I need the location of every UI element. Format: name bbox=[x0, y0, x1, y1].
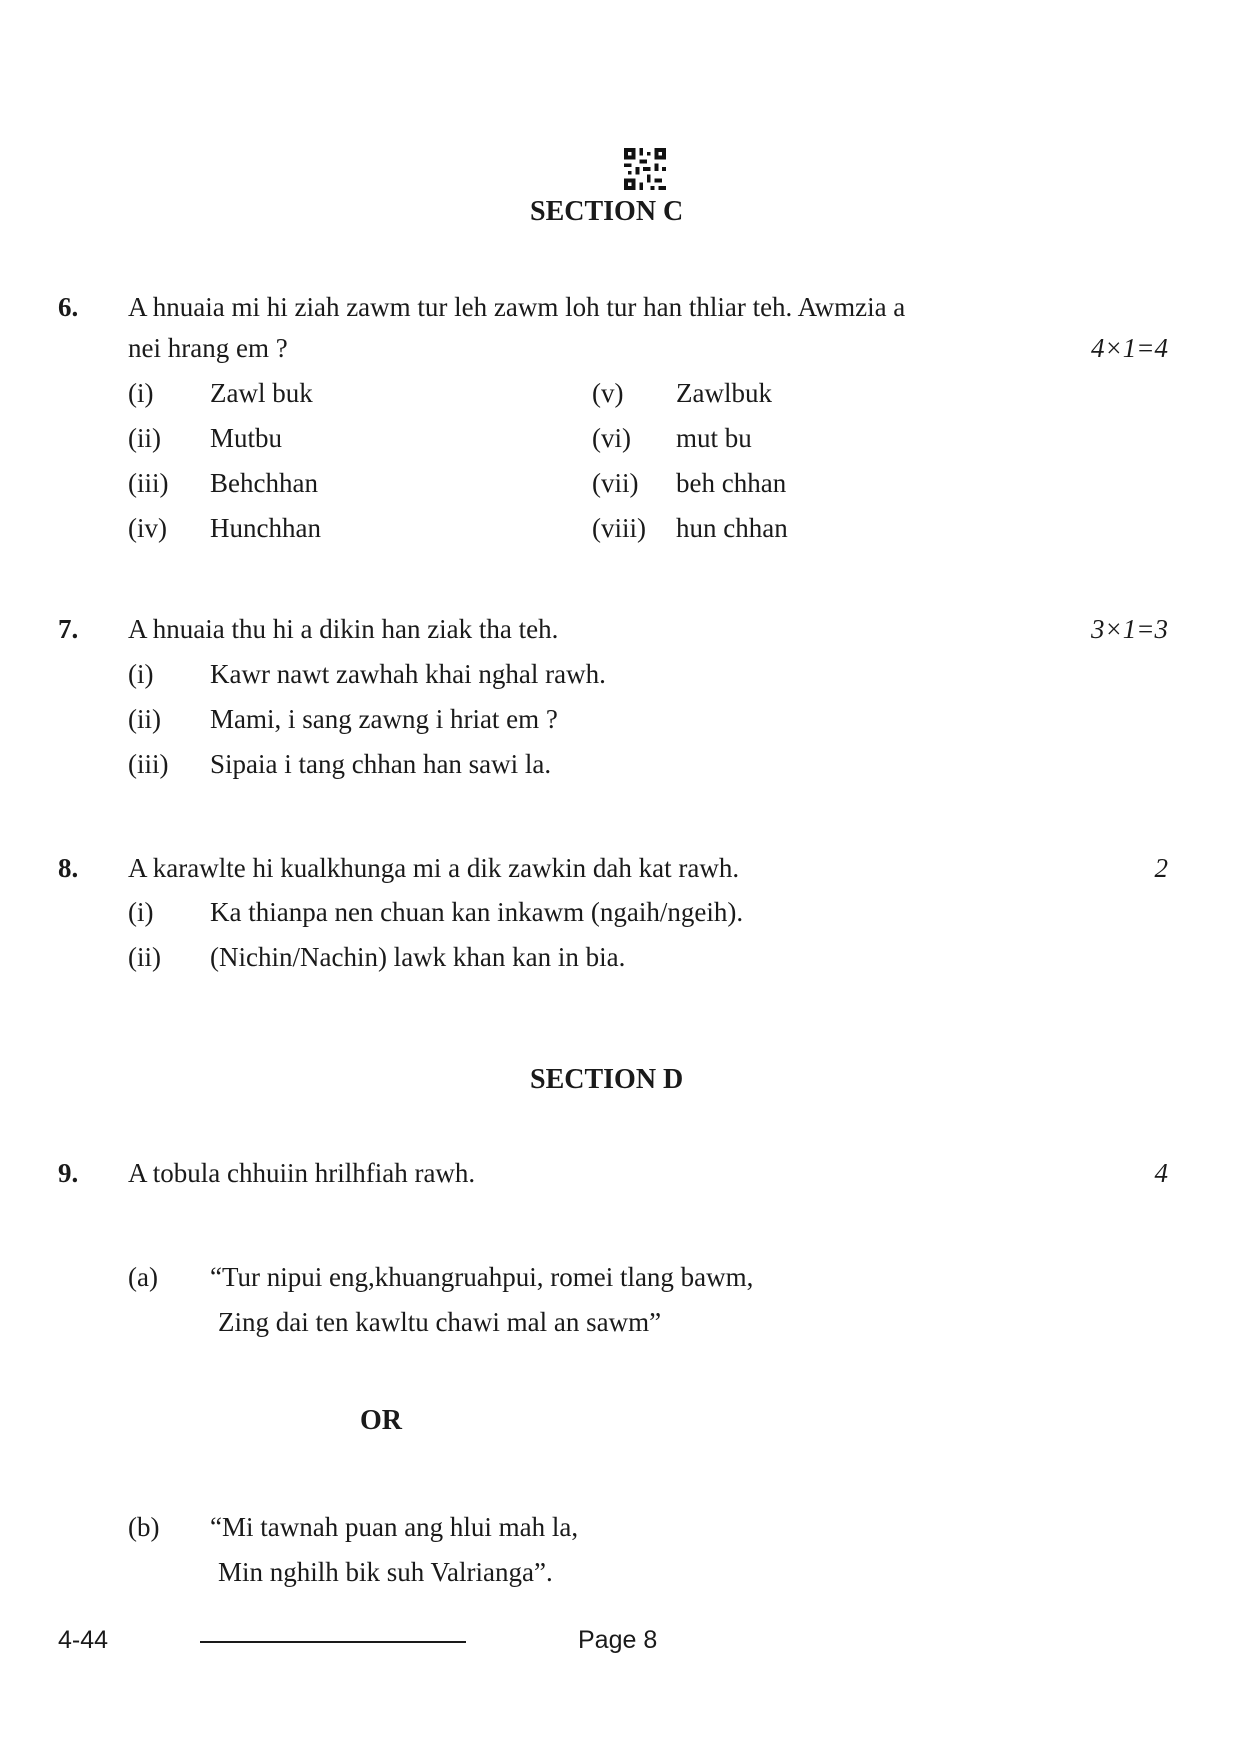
q6-item-label: (v) bbox=[592, 378, 624, 408]
question-8-marks: 2 bbox=[1154, 853, 1168, 883]
q9-option-a-line1: “Tur nipui eng,khuangruahpui, romei tlang bawm, bbox=[210, 1262, 754, 1292]
question-8-text: A karawlte hi kualkhunga mi a dik zawkin dah kat rawh. bbox=[128, 853, 740, 883]
qr-code-icon bbox=[623, 148, 667, 190]
q9-or-separator: OR bbox=[360, 1405, 402, 1436]
q6-item-label: (vii) bbox=[592, 468, 639, 498]
q8-item-text: (Nichin/Nachin) lawk khan kan in bia. bbox=[210, 942, 626, 972]
footer-page-number: Page 8 bbox=[578, 1626, 658, 1654]
question-8-number: 8. bbox=[58, 853, 79, 883]
section-d-heading: SECTION D bbox=[530, 1064, 684, 1095]
q6-item-text: Hunchhan bbox=[210, 513, 321, 543]
question-7-text: A hnuaia thu hi a dikin han ziak tha teh. bbox=[128, 614, 559, 644]
q9-option-a-line2: Zing dai ten kawltu chawi mal an sawm” bbox=[218, 1307, 662, 1337]
q6-item-label: (vi) bbox=[592, 423, 631, 453]
question-7-marks: 3×1=3 bbox=[1091, 614, 1168, 644]
q6-item-label: (ii) bbox=[128, 423, 161, 453]
footer-rule bbox=[200, 1641, 466, 1643]
q8-item-label: (i) bbox=[128, 897, 154, 927]
question-9-number: 9. bbox=[58, 1158, 79, 1188]
q8-item-label: (ii) bbox=[128, 942, 161, 972]
q9-option-b-label: (b) bbox=[128, 1512, 160, 1542]
q6-item-text: Behchhan bbox=[210, 468, 318, 498]
q7-item-label: (ii) bbox=[128, 704, 161, 734]
q6-item-text: Mutbu bbox=[210, 423, 283, 453]
q8-item-text: Ka thianpa nen chuan kan inkawm (ngaih/ngeih). bbox=[210, 897, 744, 927]
q7-item-text: Mami, i sang zawng i hriat em ? bbox=[210, 704, 558, 734]
question-9-marks: 4 bbox=[1154, 1158, 1168, 1188]
question-7-number: 7. bbox=[58, 614, 79, 644]
q6-item-text: beh chhan bbox=[676, 468, 787, 498]
question-9-text: A tobula chhuiin hrilhfiah rawh. bbox=[128, 1158, 476, 1188]
q9-option-b-line2: Min nghilh bik suh Valrianga”. bbox=[218, 1557, 553, 1587]
question-6-text-line1: A hnuaia mi hi ziah zawm tur leh zawm loh tur han thliar teh. Awmzia a bbox=[128, 292, 906, 322]
q6-item-label: (iv) bbox=[128, 513, 167, 543]
q7-item-label: (i) bbox=[128, 659, 154, 689]
footer-paper-code: 4-44 bbox=[58, 1626, 109, 1654]
q6-item-label: (i) bbox=[128, 378, 154, 408]
question-6-marks: 4×1=4 bbox=[1091, 333, 1168, 363]
q7-item-label: (iii) bbox=[128, 749, 169, 779]
q6-item-text: hun chhan bbox=[676, 513, 788, 543]
q6-item-label: (viii) bbox=[592, 513, 646, 543]
q6-item-text: mut bu bbox=[676, 423, 752, 453]
question-6-text-line2: nei hrang em ? bbox=[128, 333, 288, 363]
q9-option-a-label: (a) bbox=[128, 1262, 158, 1292]
q7-item-text: Sipaia i tang chhan han sawi la. bbox=[210, 749, 552, 779]
question-6-number: 6. bbox=[58, 292, 79, 322]
q7-item-text: Kawr nawt zawhah khai nghal rawh. bbox=[210, 659, 606, 689]
q6-item-text: Zawlbuk bbox=[676, 378, 772, 408]
q9-option-b-line1: “Mi tawnah puan ang hlui mah la, bbox=[210, 1512, 579, 1542]
section-c-heading: SECTION C bbox=[530, 196, 684, 227]
q6-item-text: Zawl buk bbox=[210, 378, 313, 408]
q6-item-label: (iii) bbox=[128, 468, 169, 498]
